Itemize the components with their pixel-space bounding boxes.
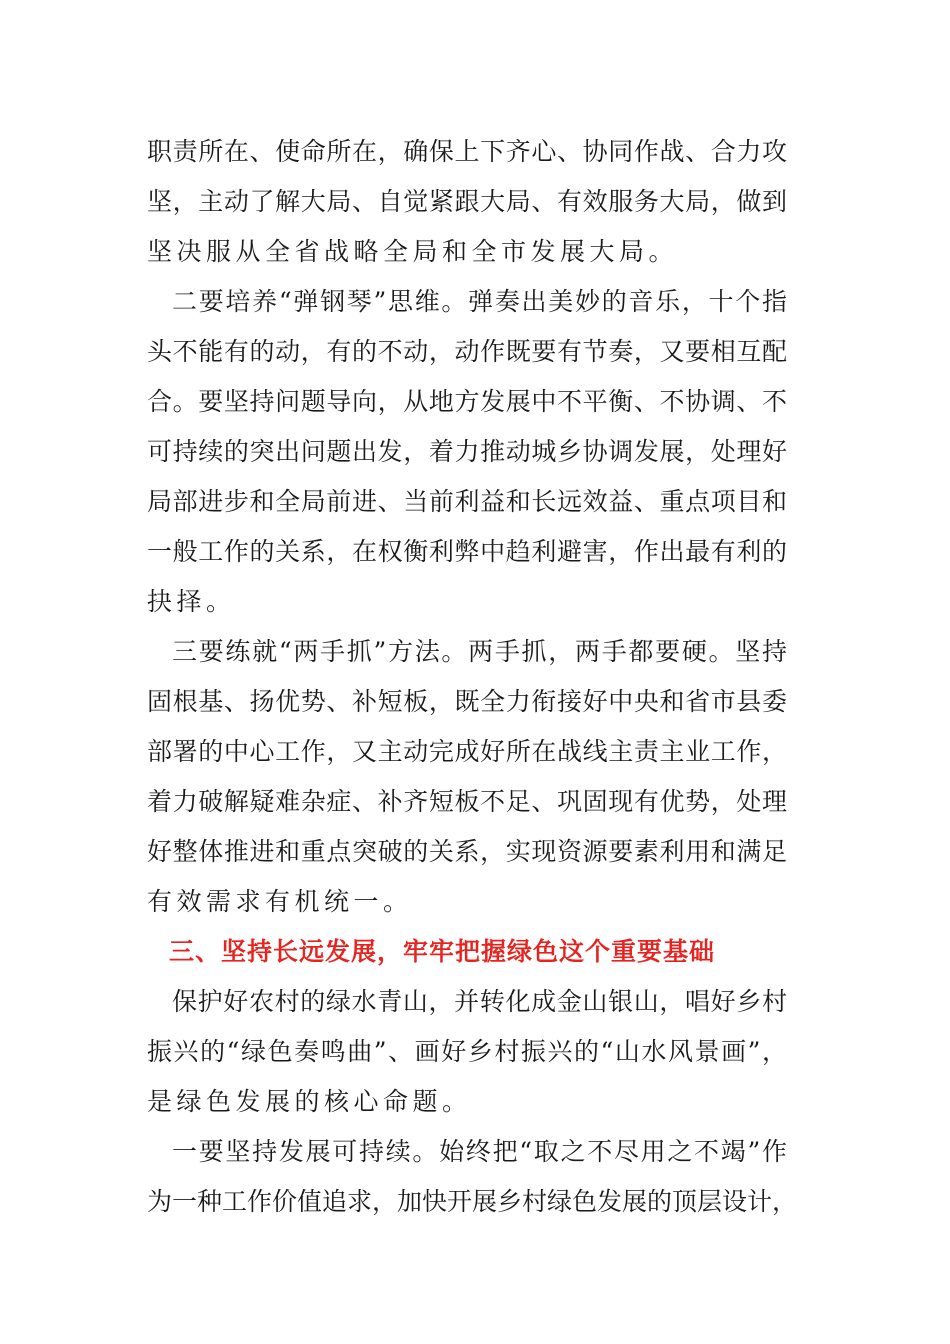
paragraph-line: 职责所在、使命所在，确保上下齐心、协同作战、合力攻 bbox=[147, 137, 787, 166]
paragraph-line: 头不能有的动，有的不动，动作既要有节奏，又要相互配 bbox=[147, 337, 787, 366]
paragraph-line: 坚，主动了解大局、自觉紧跟大局、有效服务大局，做到 bbox=[147, 187, 787, 216]
paragraph-first-line: 保护好农村的绿水青山，并转化成金山银山，唱好乡村 bbox=[172, 987, 787, 1016]
paragraph-line: 有效需求有机统一。 bbox=[147, 887, 413, 916]
paragraph-line: 抉择。 bbox=[147, 587, 236, 616]
paragraph-line: 好整体推进和重点突破的关系，实现资源要素利用和满足 bbox=[147, 837, 787, 866]
paragraph-line: 着力破解疑难杂症、补齐短板不足、巩固现有优势，处理 bbox=[147, 787, 787, 816]
paragraph-line: 合。要坚持问题导向，从地方发展中不平衡、不协调、不 bbox=[147, 387, 787, 416]
paragraph-line: 振兴的“绿色奏鸣曲”、画好乡村振兴的“山水风景画”， bbox=[147, 1037, 787, 1066]
paragraph-line: 局部进步和全局前进、当前利益和长远效益、重点项目和 bbox=[147, 487, 787, 516]
paragraph-line: 固根基、扬优势、补短板，既全力衔接好中央和省市县委 bbox=[147, 687, 787, 716]
document-body bbox=[147, 127, 798, 1227]
paragraph-first-line: 一要坚持发展可持续。始终把“取之不尽用之不竭”作 bbox=[172, 1137, 787, 1166]
paragraph-first-line: 三要练就“两手抓”方法。两手抓，两手都要硬。坚持 bbox=[172, 637, 787, 666]
paragraph-line: 为一种工作价值追求，加快开展乡村绿色发展的顶层设计， bbox=[147, 1187, 798, 1216]
paragraph-line: 一般工作的关系，在权衡利弊中趋利避害，作出最有利的 bbox=[147, 537, 787, 566]
paragraph-line: 部署的中心工作，又主动完成好所在战线主责主业工作， bbox=[147, 737, 787, 766]
paragraph-line: 是绿色发展的核心命题。 bbox=[147, 1087, 472, 1116]
paragraph-first-line: 二要培养“弹钢琴”思维。弹奏出美妙的音乐，十个指 bbox=[172, 287, 787, 316]
paragraph-line: 可持续的突出问题出发，着力推动城乡协调发展，处理好 bbox=[147, 437, 787, 466]
paragraph-line: 坚决服从全省战略全局和全市发展大局。 bbox=[147, 237, 679, 266]
section-heading: 三、坚持长远发展，牢牢把握绿色这个重要基础 bbox=[169, 937, 716, 966]
